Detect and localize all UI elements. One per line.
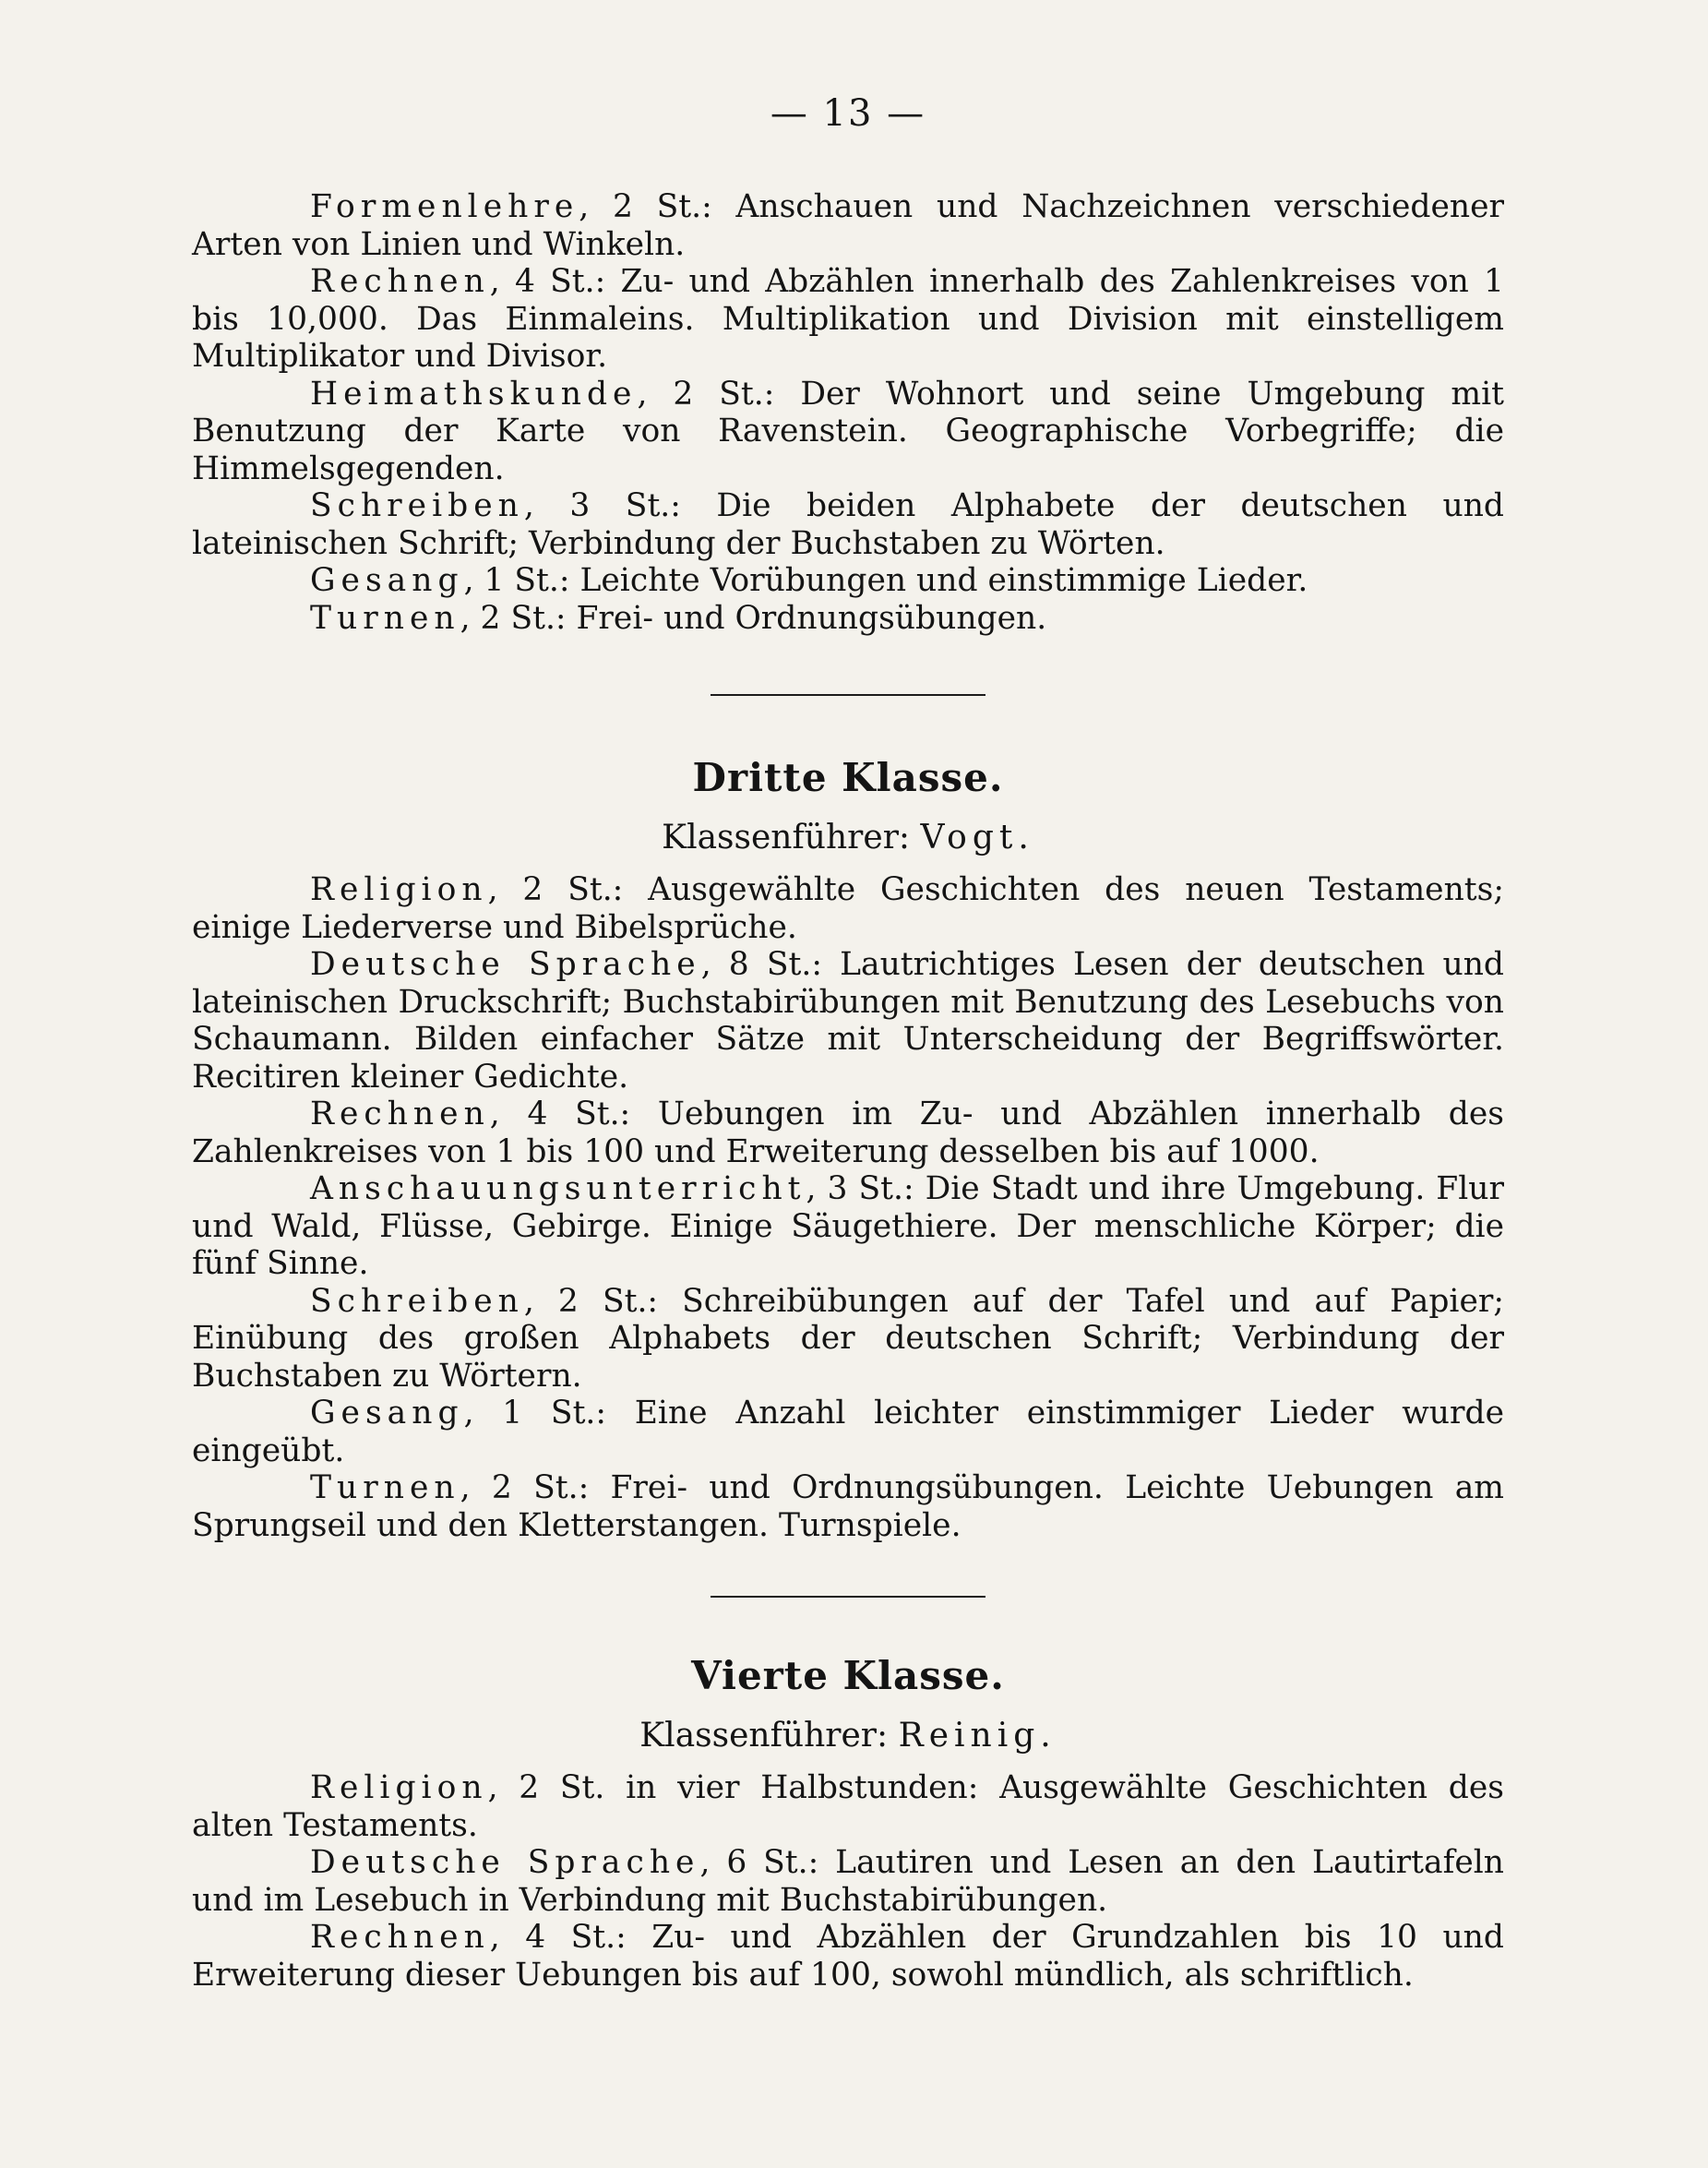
subject-name: Anschauungsunterricht xyxy=(310,1170,806,1207)
paragraph-rechnen xyxy=(192,1919,1504,1994)
subject-description: , 1 St.: Leichte Vorübungen und einstimmige Lieder. xyxy=(463,562,1308,599)
subject-description: , 2 St.: Anschauen und Nachzeichnen verschiedener Arten von Linien und Winkeln. xyxy=(192,188,1504,263)
subject-description: , 6 St.: Lautiren und Lesen an den Lautirtafeln und im Lesebuch in Verbindung mit Buchstabirübungen. xyxy=(192,1844,1505,1919)
paragraph-turnen xyxy=(192,600,1504,638)
paragraph-schreiben xyxy=(192,487,1504,562)
teacher-label: Klassenführer: xyxy=(639,1717,899,1755)
subject-name: Gesang xyxy=(310,1395,464,1431)
paragraph-formenlehre xyxy=(192,188,1504,263)
subject-name: Religion xyxy=(310,1769,488,1806)
page-number: — 13 — xyxy=(770,92,926,135)
subject-name: Turnen xyxy=(310,1469,460,1506)
teacher-name: Reinig. xyxy=(898,1717,1057,1755)
subject-name: Deutsche Sprache xyxy=(310,946,701,983)
subject-description: , 2 St.: Der Wohnort und seine Umgebung mit Benutzung der Karte von Ravenstein. Geographische Vorbegriffe; die Himmelsgegenden. xyxy=(192,375,1504,487)
subject-description: , 2 St.: Frei- und Ordnungsübungen. Leichte Uebungen am Sprungseil und den Kletterstangen. Turnspiele. xyxy=(192,1469,1504,1544)
subject-name: Gesang xyxy=(310,562,464,599)
subject-name: Rechnen xyxy=(310,1919,490,1956)
subject-name: Deutsche Sprache xyxy=(310,1844,700,1881)
subject-description: , 2 St.: Frei- und Ordnungsübungen. xyxy=(460,599,1047,637)
paragraph-turnen xyxy=(192,1469,1504,1544)
subject-description: , 8 St.: Lautrichtiges Lesen der deutschen und lateinischen Druckschrift; Buchstabirübungen mit Benutzung des Lesebuchs von Schaumann. Bilden einfacher Sätze mit Unterscheidung der Begriffswörter. Recitiren kleiner Gedichte. xyxy=(192,946,1504,1096)
subject-description: , 4 St.: Uebungen im Zu- und Abzählen innerhalb des Zahlenkreises von 1 bis 100 und Erweiterung desselben bis auf 1000. xyxy=(192,1096,1504,1170)
subject-name: Rechnen xyxy=(310,263,490,300)
subject-name: Turnen xyxy=(310,599,460,637)
subject-name: Heimathskunde xyxy=(310,375,638,413)
teacher-name: Vogt. xyxy=(920,819,1034,856)
paragraph-anschauungsunterricht xyxy=(192,1170,1504,1283)
section-vierte-klasse xyxy=(192,1653,1504,1994)
paragraph-deutsche-sprache xyxy=(192,1844,1504,1919)
subject-description: , 2 St.: Ausgewählte Geschichten des neuen Testaments; einige Liederverse und Bibelsprüche. xyxy=(192,871,1504,946)
subject-name: Religion xyxy=(310,871,488,908)
section-divider xyxy=(711,1596,985,1598)
paragraph-religion xyxy=(192,1769,1504,1844)
section-title: Dritte Klasse. xyxy=(692,755,1004,800)
subject-name: Rechnen xyxy=(310,1096,490,1132)
subject-description: , 3 St.: Die beiden Alphabete der deutschen und lateinischen Schrift; Verbindung der Buchstaben zu Wörten. xyxy=(192,487,1504,562)
subject-name: Schreiben xyxy=(310,1282,524,1320)
document-page xyxy=(192,92,1504,1994)
subject-description: , 2 St. in vier Halbstunden: Ausgewählte Geschichten des alten Testaments. xyxy=(192,1769,1504,1844)
subject-description: , 4 St.: Zu- und Abzählen der Grundzahlen bis 10 und Erweiterung dieser Uebungen bis auf 100, sowohl mündlich, als schriftlich. xyxy=(192,1919,1504,1994)
paragraph-religion xyxy=(192,871,1504,946)
subject-description: , 2 St.: Schreibübungen auf der Tafel und auf Papier; Einübung des großen Alphabets der deutschen Schrift; Verbindung der Buchstaben zu Wörtern. xyxy=(192,1282,1504,1395)
paragraph-rechnen xyxy=(192,263,1504,376)
curriculum-block-continued xyxy=(192,188,1504,637)
class-teacher xyxy=(192,1717,1504,1755)
teacher-label: Klassenführer: xyxy=(662,819,921,856)
paragraph-heimathskunde xyxy=(192,376,1504,488)
paragraph-rechnen xyxy=(192,1096,1504,1170)
section-dritte-klasse xyxy=(192,755,1504,1544)
subject-name: Formenlehre xyxy=(310,188,579,225)
subject-name: Schreiben xyxy=(310,487,524,524)
class-teacher xyxy=(192,819,1504,856)
paragraph-gesang xyxy=(192,1395,1504,1469)
subject-description: , 3 St.: Die Stadt und ihre Umgebung. Flur und Wald, Flüsse, Gebirge. Einige Säugethiere. Der menschliche Körper; die fünf Sinne. xyxy=(192,1170,1504,1282)
section-divider xyxy=(711,694,985,696)
subject-description: , 4 St.: Zu- und Abzählen innerhalb des Zahlenkreises von 1 bis 10,000. Das Einmaleins. Multiplikation und Division mit einstelligem Multiplikator und Divisor. xyxy=(192,263,1504,375)
paragraph-schreiben xyxy=(192,1283,1504,1395)
paragraph-gesang xyxy=(192,562,1504,600)
paragraph-deutsche-sprache xyxy=(192,946,1504,1096)
subject-description: , 1 St.: Eine Anzahl leichter einstimmiger Lieder wurde eingeübt. xyxy=(192,1395,1504,1469)
section-title: Vierte Klasse. xyxy=(691,1653,1005,1698)
